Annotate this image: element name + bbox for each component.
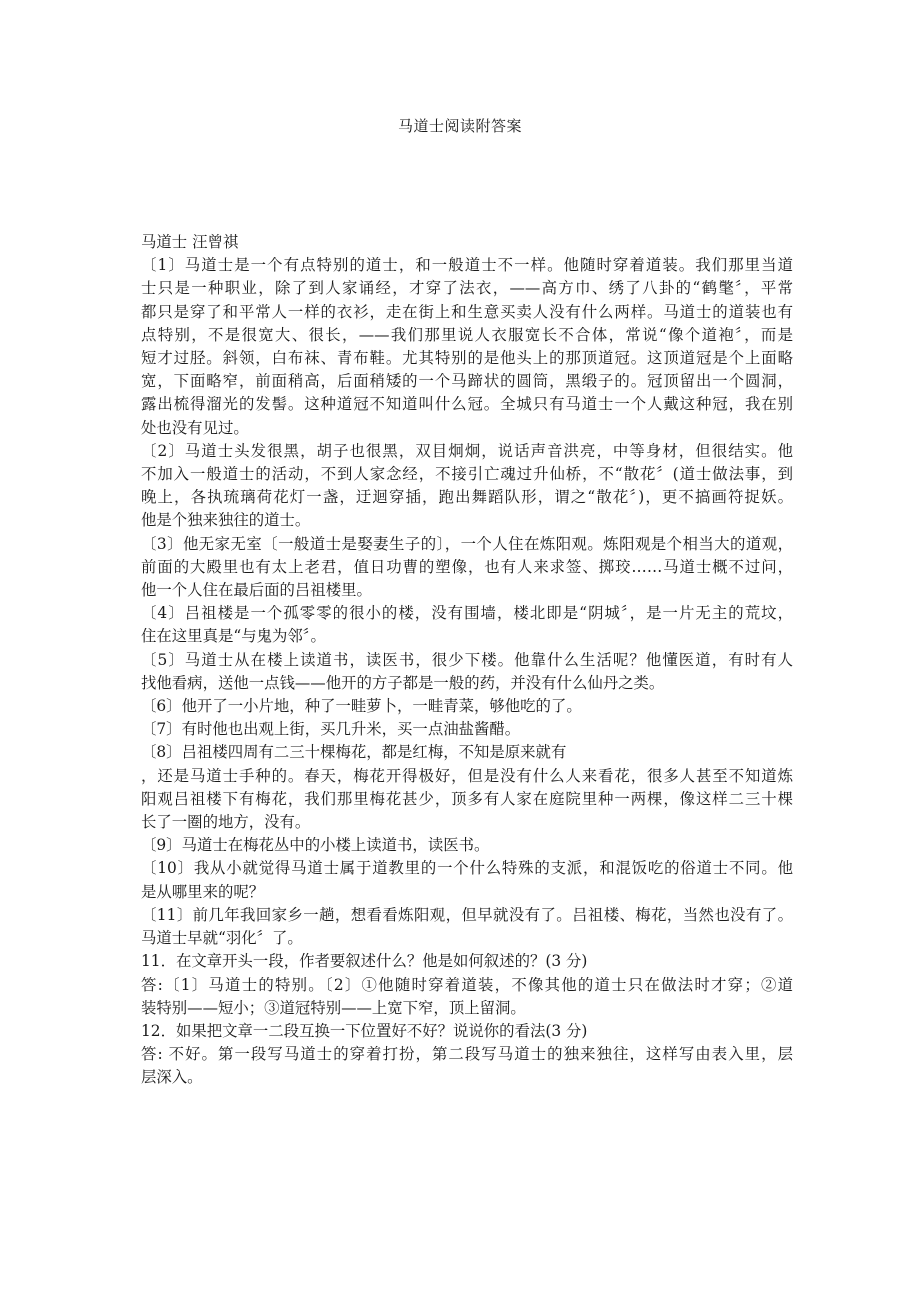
- text-line: 找他看病，送他一点钱——他开的方子都是一般的药，并没有什么仙丹之类。: [141, 673, 665, 692]
- text-line: 前面的大殿里也有太上老君，值日功曹的塑像，也有人来求签、掷珓……马道士概不过问，: [141, 557, 793, 576]
- document-title: 马道士阅读附答案: [397, 117, 522, 135]
- text-line: 11．在文章开头一段，作者要叙述什么？他是如何叙述的？(3 分): [141, 952, 588, 971]
- text-line: 答: 不好。第一段写马道士的穿着打扮，第二段写马道士的独来独往，这样写由表入里，层: [141, 1045, 793, 1064]
- text-line: 〔9〕马道士在梅花丛中的小楼上读道书，读医书。: [141, 836, 490, 855]
- text-line: 士只是一种职业，除了到人家诵经，才穿了法衣，——高方巾、绣了八卦的“鹤氅〞，平常: [141, 279, 793, 298]
- text-line: 宽，下面略窄，前面稍高，后面稍矮的一个马蹄状的圆筒，黑缎子的。冠顶留出一个圆洞，: [141, 372, 793, 391]
- text-line: 都只是穿了和平常人一样的衣衫，走在街上和生意买卖人没有什么两样。马道士的道装也有: [141, 302, 793, 321]
- text-line: 〔4〕吕祖楼是一个孤零零的很小的楼，没有围墙，楼北即是“阴城〞，是一片无主的荒坟，: [141, 604, 793, 623]
- text-line: 阳观吕祖楼下有梅花，我们那里梅花甚少，顶多有人家在庭院里种一两棵，像这样二三十棵: [141, 789, 793, 808]
- text-line: 〔3〕他无家无室〔一般道士是娶妻生子的〕，一个人住在炼阳观。炼阳观是个相当大的道观，: [141, 534, 793, 553]
- document-body: [141, 231, 793, 1090]
- text-line: 〔8〕吕祖楼四周有二三十棵梅花，都是红梅，不知是原来就有: [141, 743, 567, 762]
- text-line: 〔7〕有时他也出观上街，买几升米，买一点油盐酱醋。: [141, 720, 521, 739]
- text-line: 处也没有见过。: [141, 418, 249, 437]
- text-line: 12．如果把文章一二段互换一下位置好不好？说说你的看法(3 分): [141, 1021, 588, 1040]
- text-line: 〔1〕马道士是一个有点特别的道士，和一般道士不一样。他随时穿着道装。我们那里当道: [141, 256, 793, 275]
- text-line: 他一个人住在最后面的吕祖楼里。: [141, 581, 372, 600]
- text-line: 马道士 汪曾祺: [141, 233, 239, 251]
- text-line: 〔10〕我从小就觉得马道士属于道教里的一个什么特殊的支派，和混饭吃的俗道士不同。他: [141, 859, 793, 878]
- text-line: 装特别——短小；③道冠特别——上宽下窄，顶上留洞。: [141, 998, 526, 1017]
- text-line: 住在这里真是“与鬼为邻〞。: [141, 627, 326, 646]
- text-line: 〔2〕马道士头发很黑，胡子也很黑，双目炯炯，说话声音洪亮，中等身材，但很结实。他: [141, 441, 793, 460]
- text-line: 不加入一般道士的活动，不到人家念经，不接引亡魂过升仙桥，不“散花〞(道士做法事，到: [141, 465, 793, 484]
- text-line: 点特别，不是很宽大、很长，——我们那里说人衣服宽长不合体，常说“像个道袍〞，而是: [141, 325, 793, 344]
- text-line: 是从哪里来的呢？: [141, 882, 265, 901]
- text-line: 马道士早就“羽化〞了。: [141, 929, 303, 948]
- text-line: 短才过胫。斜领，白布袜、青布鞋。尤其特别的是他头上的那顶道冠。这顶道冠是个上面略: [141, 349, 793, 368]
- text-line: 〔6〕他开了一小片地，种了一畦萝卜，一畦青菜，够他吃的了。: [141, 697, 582, 716]
- text-line: 层深入。: [141, 1068, 203, 1087]
- text-line: 露出梳得溜光的发髻。这种道冠不知道叫什么冠。全城只有马道士一个人戴这种冠，我在别: [141, 395, 793, 414]
- text-line: 答:〔1〕马道士的特别。〔2〕①他随时穿着道装，不像其他的道士只在做法时才穿；②道: [141, 975, 793, 994]
- text-line: 他是个独来独往的道士。: [141, 511, 311, 530]
- text-line: 晚上，各执琉璃荷花灯一盏，迂迴穿插，跑出舞蹈队形，谓之“散花〞)，更不搞画符捉妖。: [141, 488, 793, 507]
- text-line: 〔5〕马道士从在楼上读道书，读医书，很少下楼。他靠什么生活呢？他懂医道，有时有人: [141, 650, 793, 669]
- text-line: ，还是马道士手种的。春天，梅花开得极好，但是没有什么人来看花，很多人甚至不知道炼: [141, 766, 793, 785]
- text-line: 〔11〕前几年我回家乡一趟，想看看炼阳观，但早就没有了。吕祖楼、梅花，当然也没有了。: [141, 905, 793, 924]
- text-line: 长了一圈的地方，没有。: [141, 813, 311, 832]
